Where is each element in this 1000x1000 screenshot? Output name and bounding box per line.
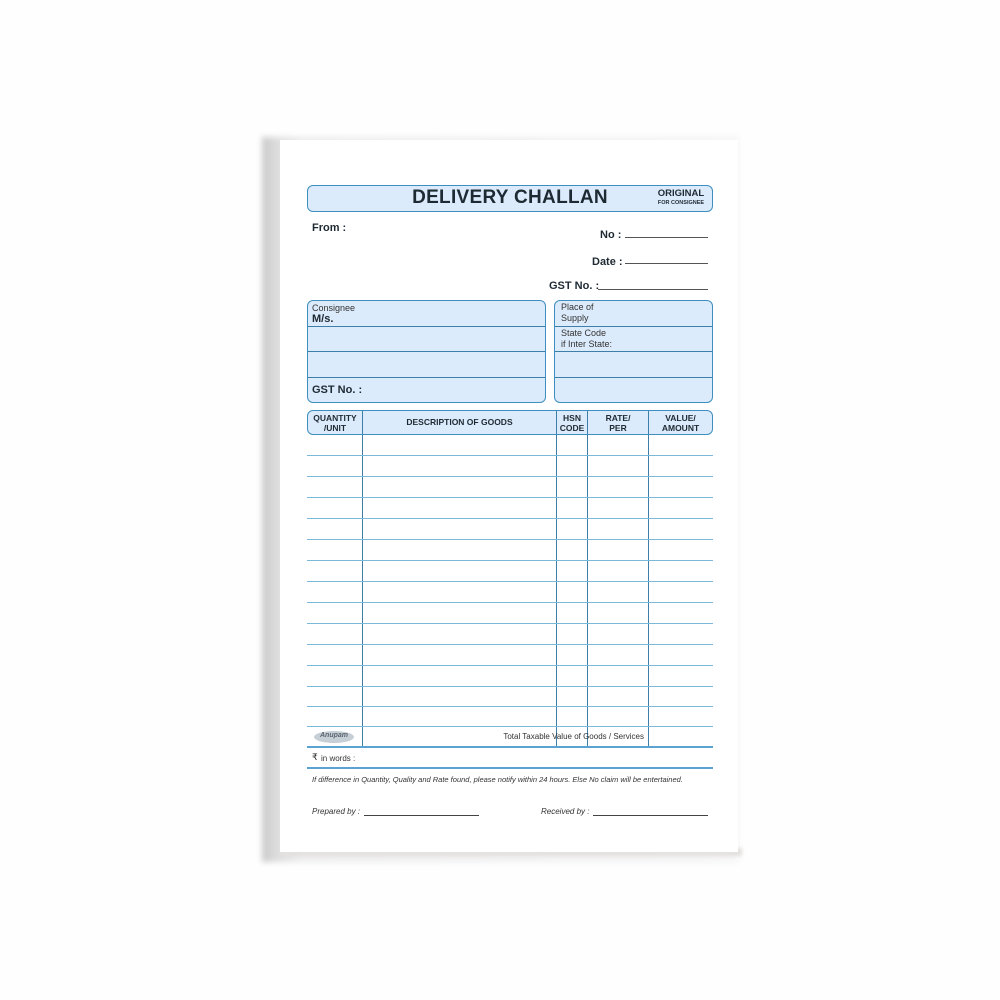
col-description: DESCRIPTION OF GOODS (406, 417, 513, 427)
col-hsn-line1: HSN (563, 413, 581, 423)
ms-label: M/s. (312, 313, 334, 325)
table-header (307, 410, 713, 435)
table-row[interactable] (307, 455, 713, 456)
no-label: No : (600, 229, 622, 241)
copy-label: ORIGINAL (657, 188, 705, 199)
table-row[interactable] (307, 497, 713, 498)
col-hsn-line2: CODE (559, 423, 585, 433)
table-row[interactable] (307, 644, 713, 645)
col-rate (588, 413, 648, 433)
rupee-symbol: ₹ (312, 752, 318, 762)
supply-box (554, 300, 713, 403)
prepared-by-field[interactable] (364, 815, 479, 816)
in-words-label: in words : (321, 754, 356, 763)
inter-state-label: if Inter State: (561, 339, 613, 349)
supply-line-2[interactable] (555, 351, 712, 352)
body-divider-1 (362, 435, 363, 746)
table-row[interactable] (307, 623, 713, 624)
consignee-box (307, 300, 546, 403)
form-title: DELIVERY CHALLAN (412, 187, 608, 208)
supply-line-3[interactable] (555, 377, 712, 378)
body-divider-3 (587, 435, 588, 746)
consignee-title: Consignee (312, 303, 356, 313)
consignee-gst-label: GST No. : (312, 384, 363, 396)
prepared-by-label: Prepared by : (312, 807, 361, 816)
table-row[interactable] (307, 665, 713, 666)
total-bottom-rule (307, 746, 713, 748)
gst-field[interactable] (598, 289, 708, 290)
place-of-label: Place of (561, 302, 594, 312)
no-field[interactable] (625, 237, 708, 238)
supply-line-1[interactable] (555, 326, 712, 327)
date-label: Date : (592, 256, 623, 268)
copy-sublabel: FOR CONSIGNEE (657, 200, 705, 206)
total-label: Total Taxable Value of Goods / Services (503, 732, 644, 741)
table-row[interactable] (307, 539, 713, 540)
received-by-label: Received by : (541, 807, 590, 816)
state-code-label: State Code (561, 328, 607, 338)
date-field[interactable] (625, 263, 708, 264)
table-row[interactable] (307, 560, 713, 561)
col-quantity-line1: QUANTITY (313, 413, 357, 423)
table-row[interactable] (307, 726, 713, 727)
table-row[interactable] (307, 602, 713, 603)
gst-label: GST No. : (549, 280, 600, 292)
supply-label: Supply (561, 313, 589, 323)
table-row[interactable] (307, 686, 713, 687)
consignee-line-2[interactable] (308, 351, 545, 352)
consignee-line-3[interactable] (308, 377, 545, 378)
brand-logo-text: Anupam (320, 732, 348, 739)
table-row[interactable] (307, 476, 713, 477)
from-label: From : (312, 222, 347, 234)
delivery-challan-form (280, 140, 738, 852)
body-divider-4 (648, 435, 649, 746)
table-row[interactable] (307, 581, 713, 582)
claim-notice: If difference in Quantity, Quality and Rate found, please notify within 24 hours. Else No claim will be entertained. (312, 775, 683, 784)
col-hsn (557, 413, 587, 433)
col-value-line2: AMOUNT (661, 423, 700, 433)
col-quantity (308, 413, 362, 433)
col-quantity-line2: /UNIT (323, 423, 347, 433)
col-value (649, 413, 712, 433)
table-row[interactable] (307, 518, 713, 519)
col-rate-line2: PER (609, 423, 627, 433)
received-by-field[interactable] (593, 815, 708, 816)
body-divider-2 (556, 435, 557, 746)
col-value-line1: VALUE/ (665, 413, 696, 423)
consignee-line-1[interactable] (308, 326, 545, 327)
col-rate-line1: RATE/ (605, 413, 631, 423)
in-words-field[interactable] (307, 767, 713, 769)
table-row[interactable] (307, 706, 713, 707)
